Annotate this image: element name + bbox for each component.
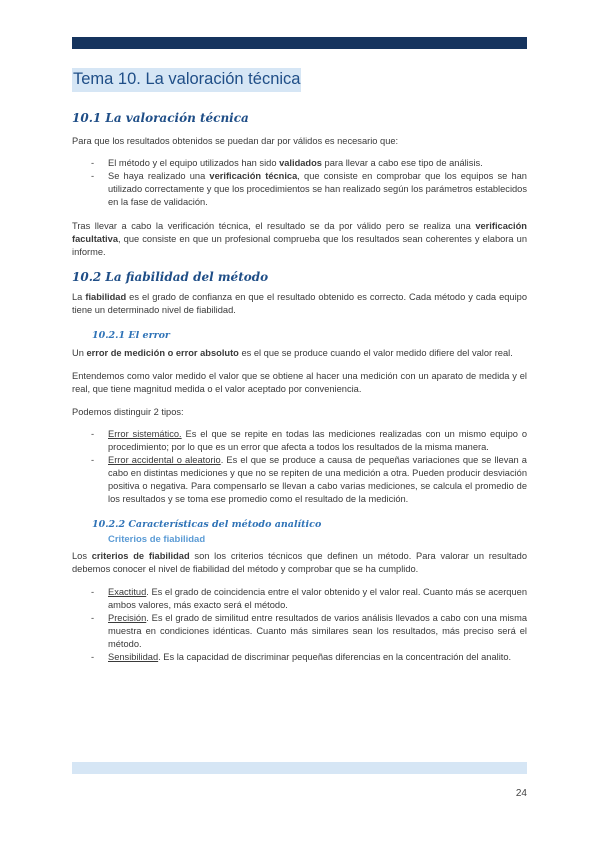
paragraph: Tras llevar a cabo la verificación técnica, el resultado se da por válido pero se realiza una verificación facultativa, que consiste en que un profesional comprueba que los resultados sean coherentes y elabora un informe.: [72, 221, 527, 257]
subsection-heading-error: 10.2.1 El error: [92, 330, 170, 341]
section-heading-1: 10.1 La valoración técnica: [72, 111, 249, 125]
paragraph: Podemos distinguir 2 tipos:: [72, 407, 184, 417]
paragraph: Los criterios de fiabilidad son los criterios técnicos que definen un método. Para valorar un resultado debemos conocer el nivel de fiabilidad del método y comprobar que se ha cumplido.: [72, 551, 527, 574]
subsection-heading-caracteristicas: 10.2.2 Características del método analítico: [92, 519, 322, 530]
paragraph: Para que los resultados obtenidos se puedan dar por válidos es necesario que:: [72, 136, 399, 146]
footer-bar: [72, 762, 527, 774]
list-item: - Precisión. Es el grado de similitud entre resultados de varios análisis llevados a cabo con una misma muestra en condiciones idénticas. Cuanto más similares sean los resultados, más preciso será el método.: [72, 612, 527, 651]
page-number: 24: [515, 788, 527, 799]
paragraph: La fiabilidad es el grado de confianza en que el resultado obtenido es correcto. Cada método y cada equipo tiene un determinado nivel de fiabilidad.: [72, 292, 527, 315]
list-item: - Error accidental o aleatorio. Es el que se produce a causa de pequeñas variaciones que se llevan a cabo en distintas mediciones y que no se repiten de una medición a otra. Pueden producir desviación positiva o negativa. Para compensarlo se llevan a cabo varias mediciones, se calcula el promedio de los resultados y se toma ese promedio como el resultado de la medición.: [72, 454, 527, 506]
list-item: - Se haya realizado una verificación técnica, que consiste en comprobar que los equipos se han utilizado correctamente y que los procedimientos se han realizado según los parámetros establecidos en la fase de validación.: [72, 170, 527, 209]
list-item: - Sensibilidad. Es la capacidad de discriminar pequeñas diferencias en la concentración del analito.: [72, 651, 527, 664]
list-item: - Error sistemático. Es el que se repite en todas las mediciones realizadas con un mismo equipo o procedimiento; por lo que es un error que afecta a todos los resultados de la misma manera.: [72, 428, 527, 454]
page-title: Tema 10. La valoración técnica: [72, 68, 301, 92]
bullet-list: [72, 157, 527, 209]
list-item: - Exactitud. Es el grado de coincidencia entre el valor obtenido y el valor real. Cuanto más se acerquen ambos valores, más exacto será el método.: [72, 586, 527, 612]
criteria-subheading: Criterios de fiabilidad: [108, 534, 206, 545]
paragraph: Un error de medición o error absoluto es el que se produce cuando el valor medido difiere del valor real.: [72, 348, 513, 358]
paragraph: Entendemos como valor medido el valor que se obtiene al hacer una medición con un aparato de medida y el real, que tiene magnitud medida o el valor aceptado por conveniencia.: [72, 371, 527, 394]
page-content: [72, 68, 527, 664]
bullet-list: [72, 428, 527, 506]
bullet-list: [72, 586, 527, 664]
list-item: - El método y el equipo utilizados han sido validados para llevar a cabo ese tipo de análisis.: [72, 157, 527, 170]
header-bar: [72, 37, 527, 49]
section-heading-2: 10.2 La fiabilidad del método: [72, 270, 269, 284]
